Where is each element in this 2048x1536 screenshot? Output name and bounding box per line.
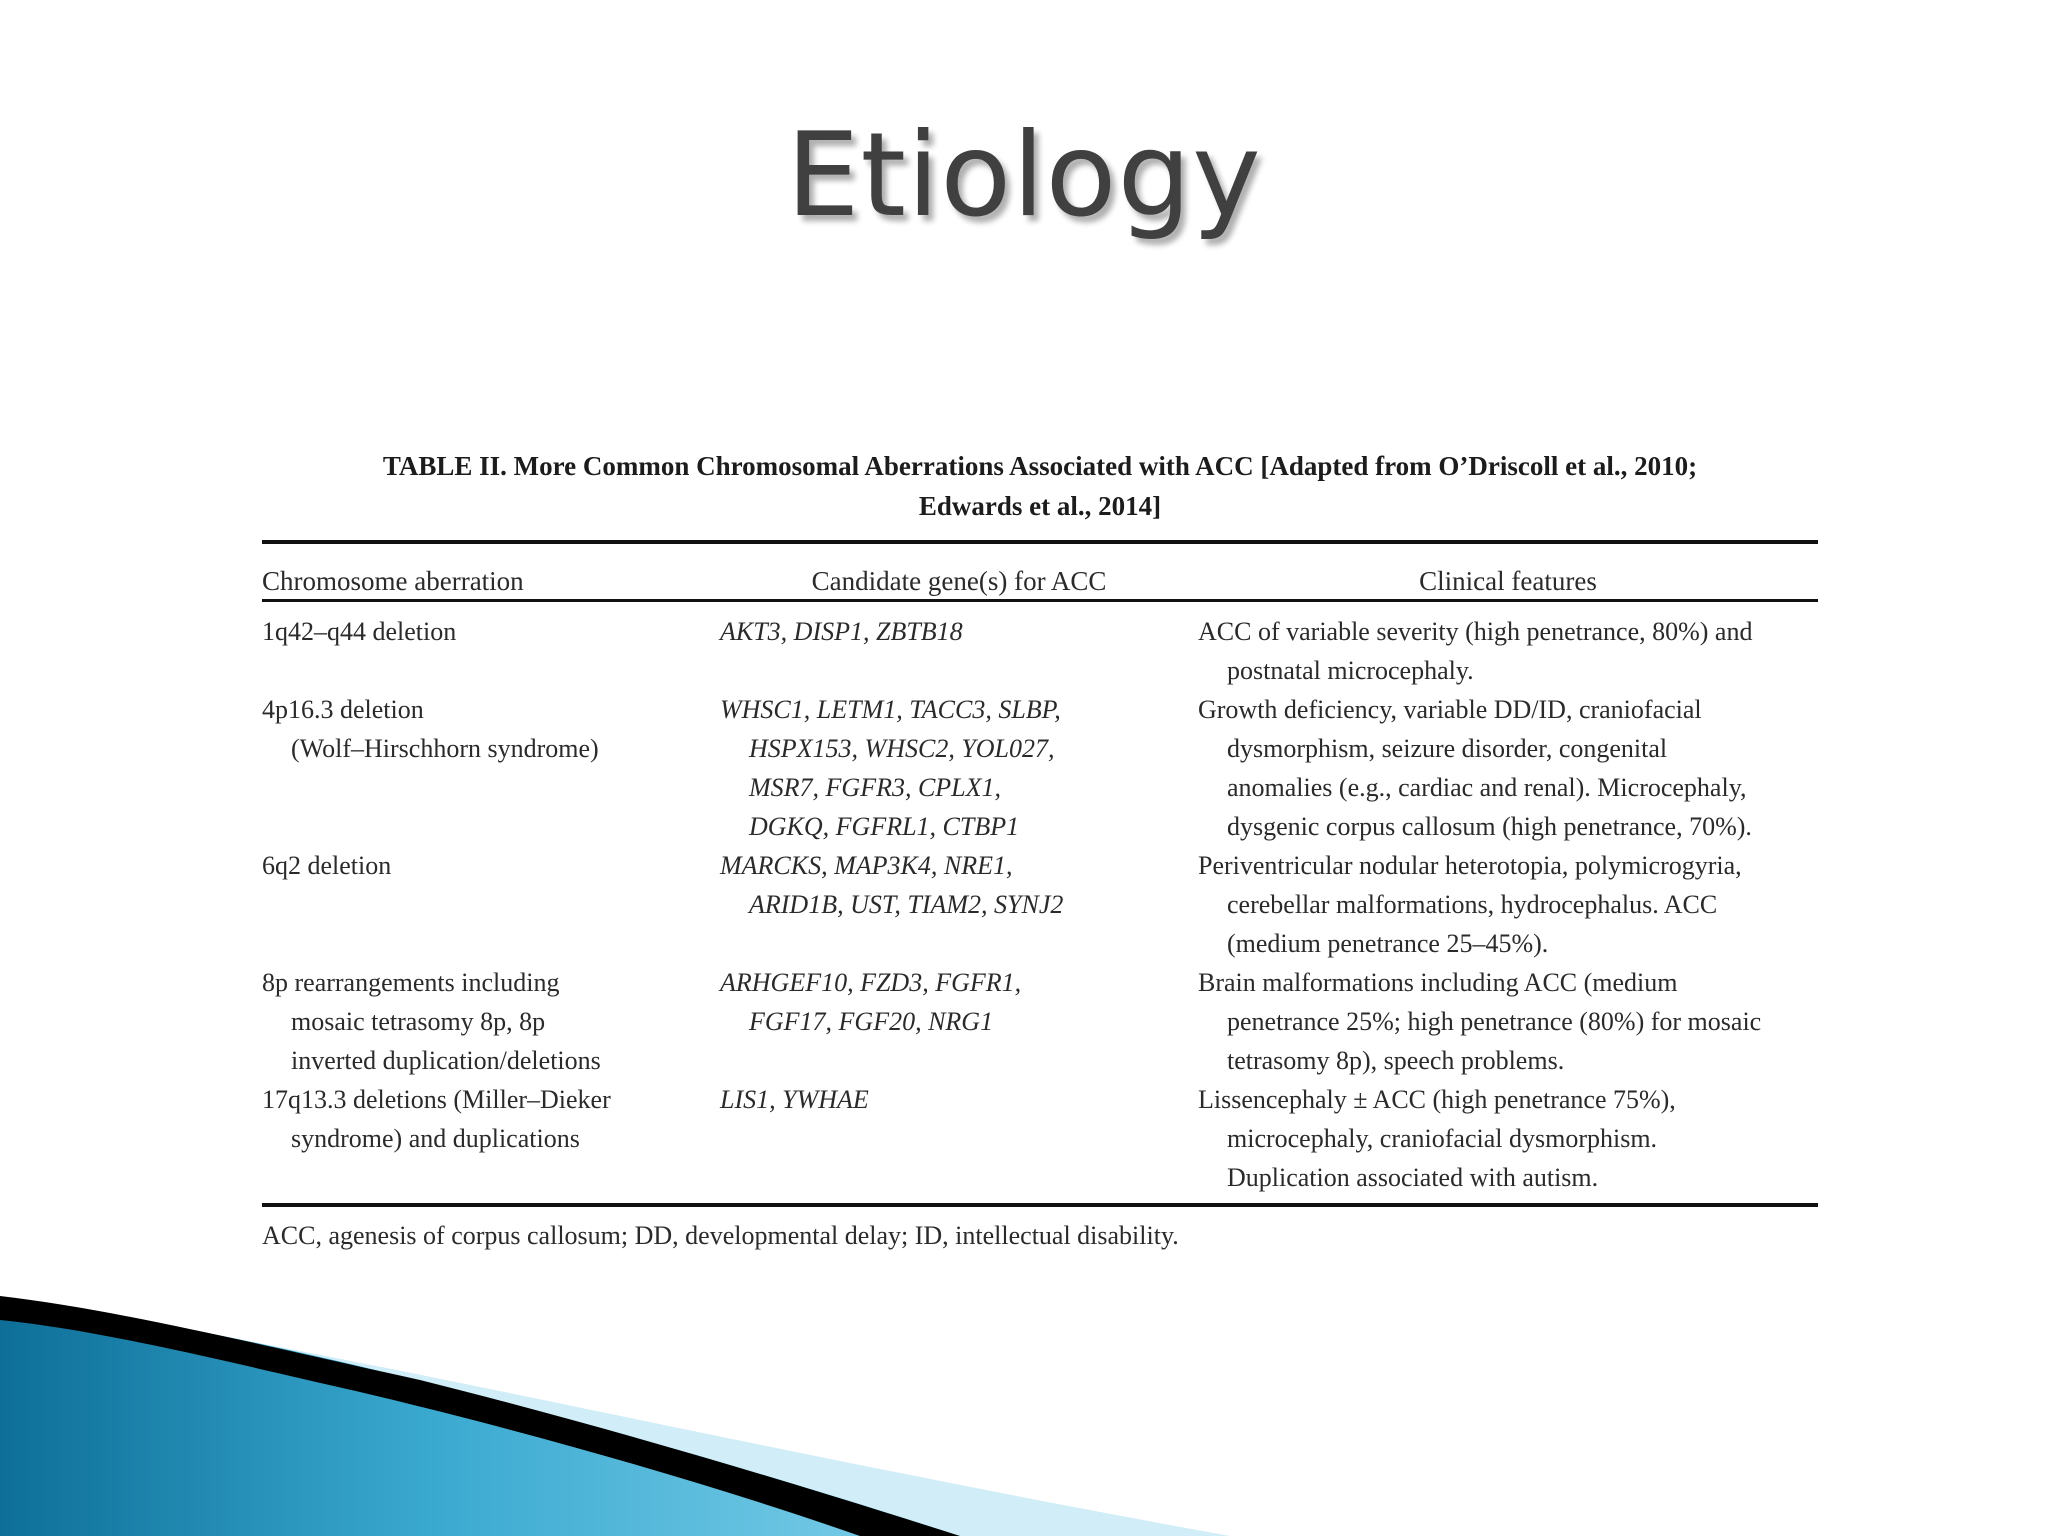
- cell-line: ARID1B, UST, TIAM2, SYNJ2: [749, 890, 1064, 919]
- cell-line: tetrasomy 8p), speech problems.: [1227, 1046, 1565, 1075]
- header-candidate-genes: Candidate gene(s) for ACC: [811, 566, 1107, 596]
- genes-cell: [720, 963, 1198, 1080]
- slide-title: Etiology: [786, 108, 1262, 243]
- genes-cell: [720, 690, 1198, 846]
- cell-line: syndrome) and duplications: [291, 1124, 580, 1153]
- aberrations-table: [262, 540, 1818, 1207]
- cell-line: ACC of variable severity (high penetrance, 80%) and: [1198, 617, 1753, 646]
- cell-line: microcephaly, craniofacial dysmorphism.: [1227, 1124, 1658, 1153]
- table-caption-line: Edwards et al., 2014]: [918, 491, 1162, 521]
- table-row: [262, 963, 1818, 1080]
- header-clinical-features: Clinical features: [1419, 566, 1597, 596]
- cell-line: dysgenic corpus callosum (high penetrance, 70%).: [1227, 812, 1752, 841]
- table-row: [262, 846, 1818, 963]
- cell-line: dysmorphism, seizure disorder, congenital: [1227, 734, 1668, 763]
- table-block: [262, 446, 1818, 1251]
- genes-cell: [720, 846, 1198, 963]
- aberration-cell: [262, 1080, 720, 1205]
- cell-line: ARHGEF10, FZD3, FGFR1,: [720, 968, 1022, 997]
- cell-line: MSR7, FGFR3, CPLX1,: [749, 773, 1002, 802]
- cell-line: Lissencephaly ± ACC (high penetrance 75%),: [1198, 1085, 1676, 1114]
- cell-line: 8p rearrangements including: [262, 968, 560, 997]
- table-body: [262, 601, 1818, 1206]
- cell-line: LIS1, YWHAE: [720, 1085, 869, 1114]
- cell-line: (Wolf–Hirschhorn syndrome): [291, 734, 599, 763]
- cell-line: 17q13.3 deletions (Miller–Dieker: [262, 1085, 611, 1114]
- cell-line: HSPX153, WHSC2, YOL027,: [749, 734, 1055, 763]
- cell-line: cerebellar malformations, hydrocephalus. ACC: [1227, 890, 1718, 919]
- cell-line: postnatal microcephaly.: [1227, 656, 1474, 685]
- table-footnote: ACC, agenesis of corpus callosum; DD, developmental delay; ID, intellectual disability.: [262, 1221, 1179, 1250]
- cell-line: 1q42–q44 deletion: [262, 617, 457, 646]
- aberration-cell: [262, 601, 720, 691]
- cell-line: anomalies (e.g., cardiac and renal). Microcephaly,: [1227, 773, 1747, 802]
- table-caption: [262, 446, 1818, 526]
- table-row: [262, 601, 1818, 691]
- swoosh-light: [0, 1300, 1230, 1536]
- cell-line: DGKQ, FGFRL1, CTBP1: [749, 812, 1020, 841]
- cell-line: Growth deficiency, variable DD/ID, craniofacial: [1198, 695, 1702, 724]
- table-row: [262, 690, 1818, 846]
- genes-cell: [720, 601, 1198, 691]
- cell-line: AKT3, DISP1, ZBTB18: [720, 617, 963, 646]
- cell-line: MARCKS, MAP3K4, NRE1,: [720, 851, 1013, 880]
- cell-line: Periventricular nodular heterotopia, polymicrogyria,: [1198, 851, 1742, 880]
- cell-line: (medium penetrance 25–45%).: [1227, 929, 1549, 958]
- table-row: [262, 1080, 1818, 1205]
- features-cell: [1198, 1080, 1818, 1205]
- table-header-row: [262, 542, 1818, 601]
- cell-line: inverted duplication/deletions: [291, 1046, 601, 1075]
- features-cell: [1198, 601, 1818, 691]
- swoosh-blue: [0, 1298, 960, 1536]
- table-caption-line: TABLE II. More Common Chromosomal Aberrations Associated with ACC [Adapted from O’Driscoll et al., 2010;: [382, 451, 1698, 481]
- header-chromosome-aberration: Chromosome aberration: [262, 566, 524, 596]
- cell-line: 4p16.3 deletion: [262, 695, 424, 724]
- features-cell: [1198, 690, 1818, 846]
- genes-cell: [720, 1080, 1198, 1205]
- cell-line: penetrance 25%; high penetrance (80%) for mosaic: [1227, 1007, 1762, 1036]
- features-cell: [1198, 963, 1818, 1080]
- aberration-cell: [262, 846, 720, 963]
- cell-line: mosaic tetrasomy 8p, 8p: [291, 1007, 546, 1036]
- cell-line: WHSC1, LETM1, TACC3, SLBP,: [720, 695, 1061, 724]
- aberration-cell: [262, 690, 720, 846]
- cell-line: Brain malformations including ACC (medium: [1198, 968, 1678, 997]
- features-cell: [1198, 846, 1818, 963]
- aberration-cell: [262, 963, 720, 1080]
- cell-line: FGF17, FGF20, NRG1: [749, 1007, 994, 1036]
- cell-line: Duplication associated with autism.: [1227, 1163, 1599, 1192]
- cell-line: 6q2 deletion: [262, 851, 392, 880]
- swoosh-black: [0, 1296, 960, 1536]
